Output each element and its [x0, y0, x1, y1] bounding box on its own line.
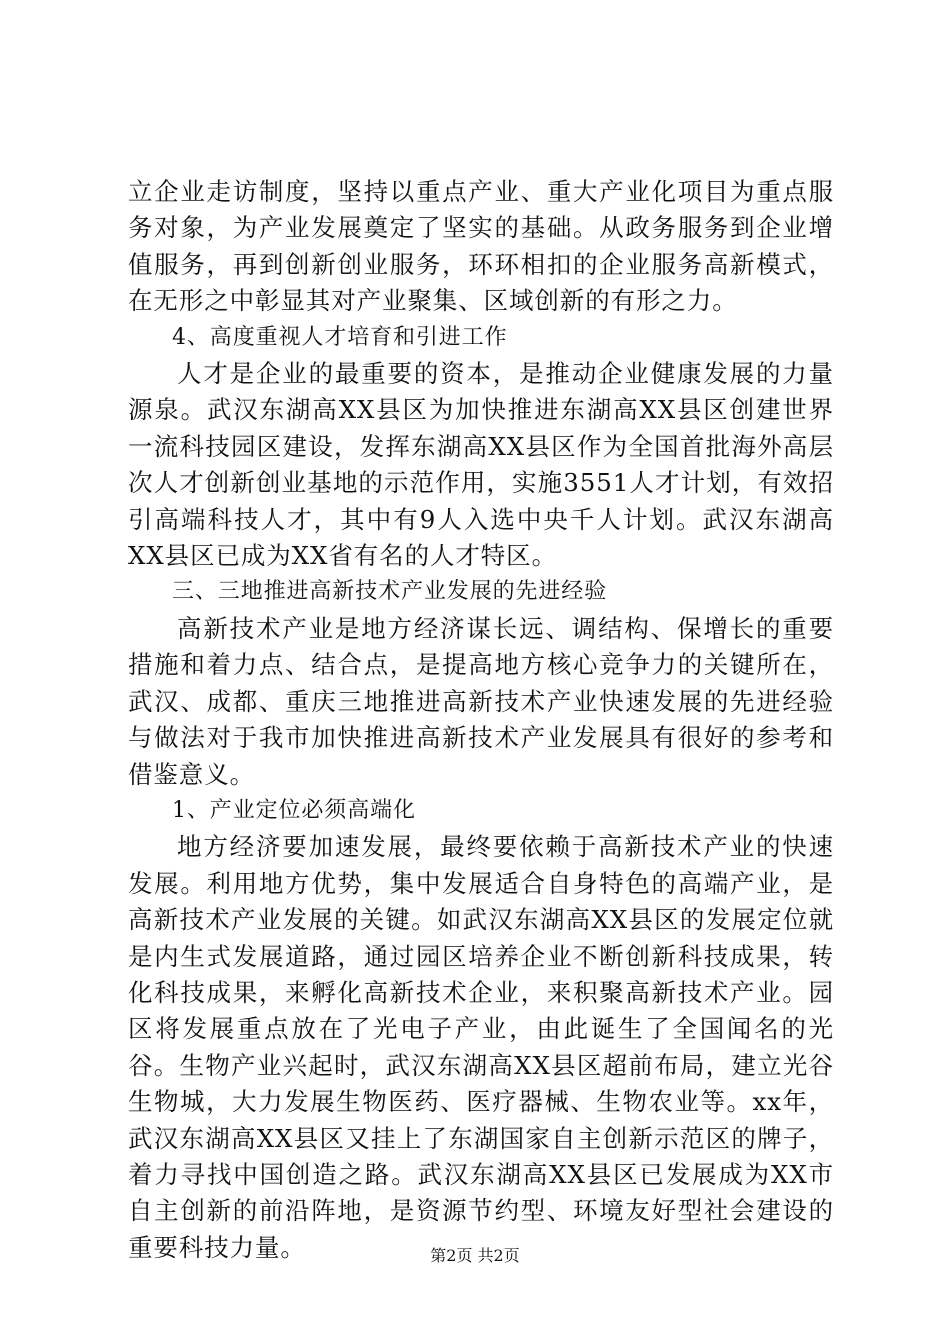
section-heading-experience: 三、三地推进高新技术产业发展的先进经验	[172, 579, 608, 605]
page-number-footer: 第2页 共2页	[430, 1246, 520, 1265]
paragraph-talent: 人才是企业的最重要的资本，是推动企业健康发展的力量源泉。武汉东湖高XX县区为加快推进东湖高XX县区创建世界一流科技园区建设，发挥东湖高XX县区作为全国首批海外高层次人才创新创业基地的示范作用，实施3551人才计划，有效招引高端科技人才，其中有9人入选中央千人计划。武汉东湖高XX县区已成为XX省有名的人才特区。	[128, 359, 834, 571]
document-body	[128, 174, 834, 1266]
section-heading-talent: 4、高度重视人才培育和引进工作	[172, 324, 508, 350]
section-heading-positioning: 1、产业定位必须高端化	[172, 797, 416, 823]
paragraph-experience: 高新技术产业是地方经济谋长远、调结构、保增长的重要措施和着力点、结合点，是提高地方核心竞争力的关键所在，武汉、成都、重庆三地推进高新技术产业快速发展的先进经验与做法对于我市加快推进高新技术产业发展具有很好的参考和借鉴意义。	[128, 613, 834, 789]
paragraph-enterprise-service: 立企业走访制度，坚持以重点产业、重大产业化项目为重点服务对象，为产业发展奠定了坚实的基础。从政务服务到企业增值服务，再到创新创业服务，环环相扣的企业服务高新模式，在无形之中彰显其对产业聚集、区域创新的有形之力。	[128, 177, 834, 316]
paragraph-positioning: 地方经济要加速发展，最终要依赖于高新技术产业的快速发展。利用地方优势，集中发展适合自身特色的高端产业，是高新技术产业发展的关键。如武汉东湖高XX县区的发展定位就是内生式发展道路，通过园区培养企业不断创新科技成果，转化科技成果，来孵化高新技术企业，来积聚高新技术产业。园区将发展重点放在了光电子产业，由此诞生了全国闻名的光谷。生物产业兴起时，武汉东湖高XX县区超前布局，建立光谷生物城，大力发展生物医药、医疗器械、生物农业等。xx年，武汉东湖高XX县区又挂上了东湖国家自主创新示范区的牌子，着力寻找中国创造之路。武汉东湖高XX县区已发展成为XX市自主创新的前沿阵地，是资源节约型、环境友好型社会建设的重要科技力量。	[128, 832, 834, 1262]
